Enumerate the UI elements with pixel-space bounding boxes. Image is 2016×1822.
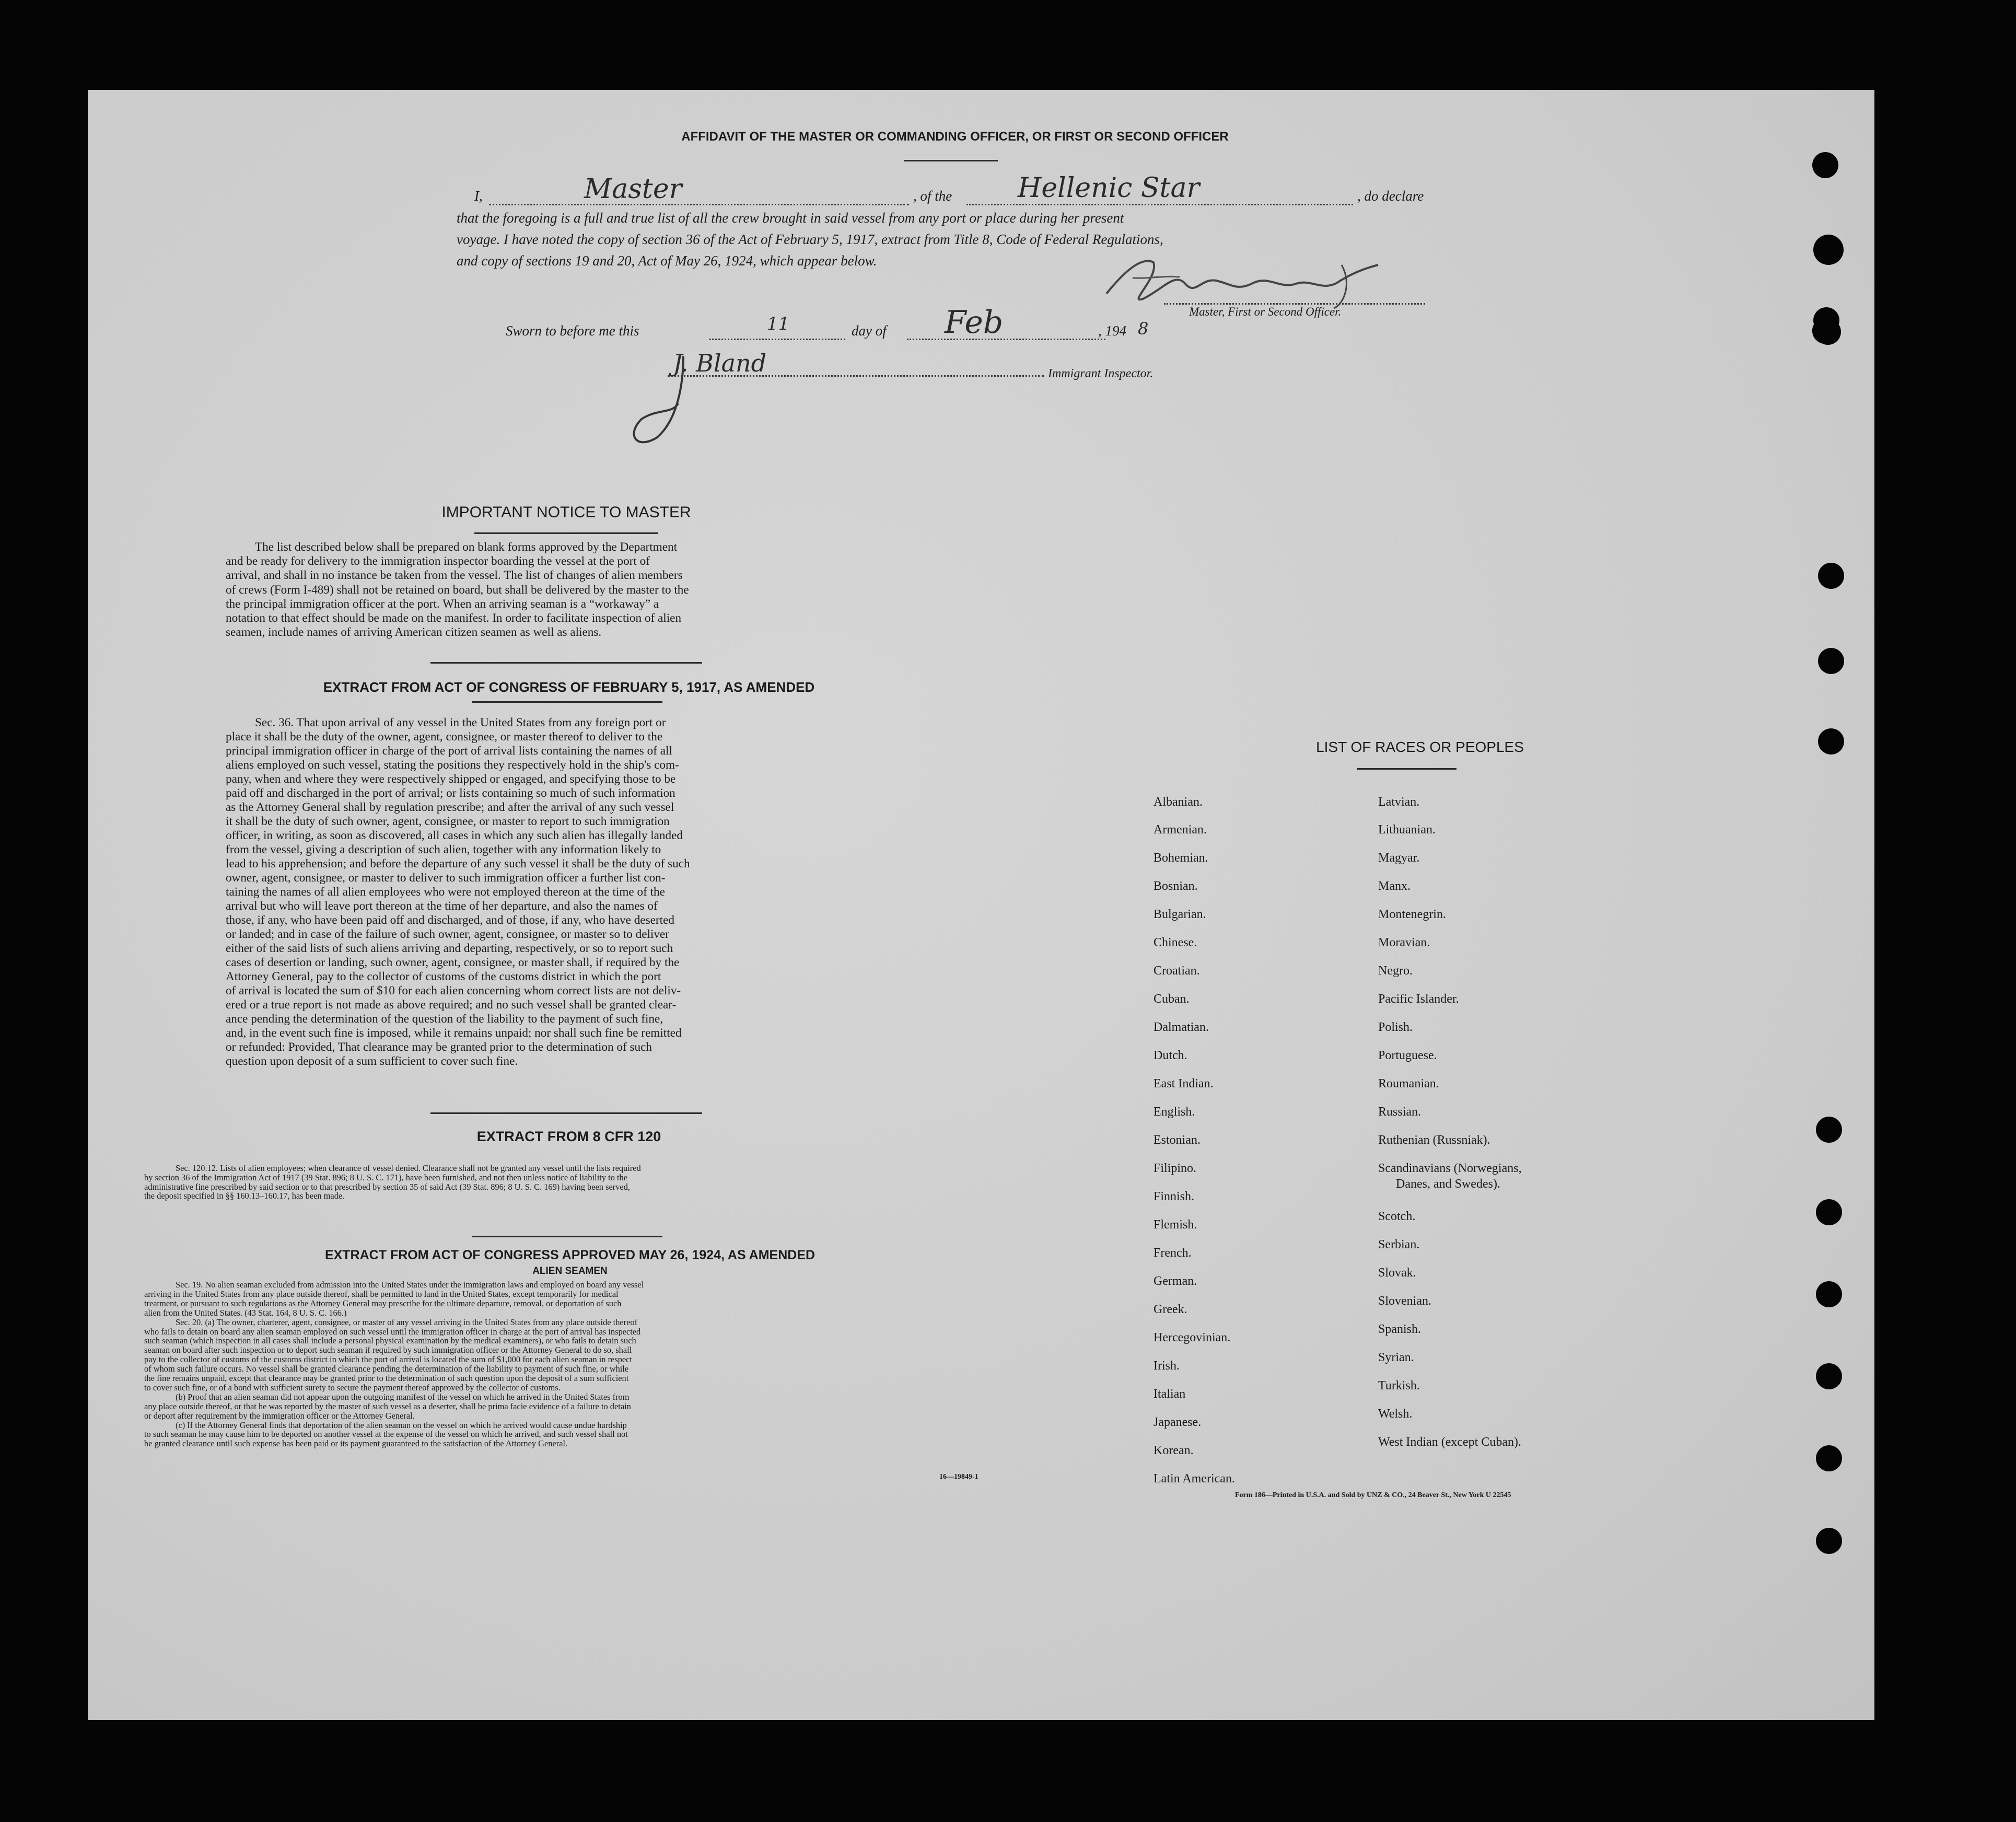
inspector-blank: [668, 375, 1044, 377]
text-line: ance pending the determination of the question of the liability to the payment of such fine,: [226, 1012, 663, 1026]
race-item: Syrian.: [1378, 1351, 1414, 1364]
form-number: 16—19849-1: [939, 1473, 978, 1481]
declaration-line: and copy of sections 19 and 20, Act of May 26, 1924, which appear below.: [457, 253, 877, 269]
text-line: as the Attorney General shall by regulation prescribe; and after the arrival of any such vessel: [226, 800, 674, 814]
race-item: Moravian.: [1378, 936, 1430, 949]
text-line: administrative fine prescribed by said section or to that prescribed by section 35 of said Act (39 Stat. 896; 8 U. S. C. 169) having been served,: [144, 1182, 630, 1192]
divider: [1357, 768, 1456, 770]
text-line: and, in the event such fine is imposed, while it remains unpaid; nor shall such fine be remitted: [226, 1026, 682, 1040]
text-line: seaman on board after such inspection or to deport such seaman if required by such immigration officer or the Attorney General to do so, shall: [144, 1345, 632, 1355]
race-item: Slovenian.: [1378, 1294, 1431, 1308]
text-line: any place outside thereof, or that he was reported by the master of such vessel as a deserter, shall be prima facie evidence of a failure to detain: [144, 1401, 631, 1411]
binder-hole: [1818, 728, 1844, 755]
day-blank: [709, 339, 845, 340]
race-item: Portuguese.: [1378, 1049, 1437, 1062]
text-line: paid off and discharged in the port of arrival; or lists containing so much of such information: [226, 786, 675, 800]
race-item: Armenian.: [1153, 823, 1207, 837]
race-item: Korean.: [1153, 1444, 1194, 1457]
text-line: (b) Proof that an alien seaman did not appear upon the outgoing manifest of the vessel on which he arrived in the United States from: [176, 1392, 630, 1402]
text-line: seamen, include names of arriving American citizen seamen as well as aliens.: [226, 625, 602, 640]
text-line: Attorney General, pay to the collector of customs of the customs district in which the port: [226, 970, 661, 983]
divider: [904, 160, 998, 161]
binder-hole: [1816, 1445, 1842, 1471]
sworn-year: , 194: [1098, 323, 1126, 339]
divider: [472, 1236, 662, 1237]
text-line: either of the said lists of such aliens arriving and departing, respectively, or so to report such: [226, 942, 673, 955]
binder-hole: [1812, 152, 1838, 178]
text-line: cases of desertion or landing, such owner, agent, consignee, or master shall, if required by the: [226, 956, 680, 969]
vessel-blank: [966, 204, 1353, 205]
month-blank: [907, 339, 1105, 340]
race-item: Latvian.: [1378, 795, 1420, 809]
binder-hole: [1818, 563, 1844, 589]
race-item: German.: [1153, 1274, 1197, 1288]
text-line: of crews (Form I-489) shall not be retained on board, but shall be delivered by the master to the: [226, 583, 689, 597]
text-line: the deposit specified in §§ 160.13–160.17, has been made.: [144, 1191, 345, 1201]
text-line: notation to that effect should be made on the manifest. In order to facilitate inspection of alien: [226, 611, 682, 625]
race-item: Magyar.: [1378, 851, 1420, 865]
declaration-of: , of the: [913, 188, 952, 204]
race-item: Slovak.: [1378, 1266, 1416, 1280]
race-item: Italian: [1153, 1387, 1186, 1401]
race-item: Dalmatian.: [1153, 1020, 1209, 1034]
text-line: Sec. 20. (a) The owner, charterer, agent, consignee, or master of any vessel arriving in the United States from any place outside thereof: [176, 1317, 638, 1327]
binder-hole: [1816, 1528, 1842, 1554]
sworn-prefix: Sworn to before me this: [506, 323, 639, 339]
text-line: pany, when and where they were respectively shipped or engaged, and specifying those to be: [226, 772, 676, 786]
race-item: Cuban.: [1153, 992, 1190, 1006]
race-item: Estonian.: [1153, 1133, 1201, 1147]
inspector-caption: Immigrant Inspector.: [1048, 367, 1153, 380]
divider: [472, 701, 662, 703]
inspector-flourish: [626, 351, 709, 450]
race-item: East Indian.: [1153, 1077, 1214, 1090]
race-item: Latin American.: [1153, 1472, 1235, 1486]
text-line: treatment, or pursuant to such regulations as the Attorney General may prescribe for the ultimate departure, removal, or deportation of such: [144, 1298, 622, 1308]
race-item: Albanian.: [1153, 795, 1203, 809]
text-line: taining the names of all alien employees who were not employed thereon at the time of the: [226, 885, 665, 899]
binder-hole: [1813, 235, 1844, 265]
binder-hole: [1816, 1199, 1842, 1225]
race-item: Montenegrin.: [1378, 908, 1446, 921]
race-item: Roumanian.: [1378, 1077, 1439, 1090]
race-item: Hercegovinian.: [1153, 1331, 1231, 1344]
text-line: Sec. 120.12. Lists of alien employees; when clearance of vessel denied. Clearance shall not be granted any vessel until the lists required: [176, 1164, 641, 1173]
text-line: Sec. 19. No alien seaman excluded from admission into the United States under the immigration laws and employed on board any vessel: [176, 1280, 644, 1290]
text-line: to cover such fine, or of a bond with sufficient surety to secure the payment thereof approved by the collector of customs.: [144, 1383, 561, 1392]
binder-hole: [1816, 1117, 1842, 1143]
text-line: by section 36 of the Immigration Act of 1917 (39 Stat. 896; 8 U. S. C. 171), have been furnished, and not then unless notice of liability to the: [144, 1173, 628, 1182]
text-line: and be ready for delivery to the immigration inspector boarding the vessel at the port of: [226, 554, 650, 568]
text-line: lead to his apprehension; and before the departure of any such vessel it shall be the duty of such: [226, 857, 690, 871]
declaration-suffix: , do declare: [1357, 188, 1424, 204]
race-item: Scandinavians (Norwegians,: [1378, 1162, 1522, 1175]
race-item: Negro.: [1378, 964, 1413, 978]
text-line: be granted clearance until such expense has been paid or its payment guaranteed to the satisfaction of the Attorney General.: [144, 1439, 568, 1448]
text-line: of whom such failure occurs. No vessel shall be granted clearance pending the determination of the liability to payment of such fine, or while: [144, 1364, 629, 1374]
race-item: West Indian (except Cuban).: [1378, 1435, 1521, 1449]
text-line: (c) If the Attorney General finds that deportation of the alien seaman on the vessel on which he arrived would cause undue hardship: [176, 1420, 627, 1430]
text-line: alien from the United States. (43 Stat. 164, 8 U. S. C. 166.): [144, 1308, 347, 1318]
race-item: Polish.: [1378, 1020, 1413, 1034]
signature-blank: [1164, 303, 1425, 305]
divider: [430, 1112, 702, 1114]
text-line: The list described below shall be prepared on blank forms approved by the Department: [255, 540, 678, 554]
affidavit-title: AFFIDAVIT OF THE MASTER OR COMMANDING OFFICER, OR FIRST OR SECOND OFFICER: [681, 130, 1229, 144]
declaration-line: voyage. I have noted the copy of section 36 of the Act of February 5, 1917, extract from Title 8, Code of Federal Regulations,: [457, 231, 1163, 247]
race-item: Irish.: [1153, 1359, 1180, 1373]
text-line: officer, in writing, as soon as discovered, all cases in which any such alien has illegally landed: [226, 829, 683, 842]
binder-hole: [1813, 307, 1839, 333]
text-line: from the vessel, giving a description of such alien, together with any information likely to: [226, 843, 661, 856]
race-item: Croatian.: [1153, 964, 1200, 978]
race-item: Bosnian.: [1153, 879, 1198, 893]
divider: [474, 532, 658, 534]
binder-hole: [1816, 1363, 1842, 1389]
race-item: English.: [1153, 1105, 1195, 1119]
text-line: owner, agent, consignee, or master to deliver to such immigration officer a further list con-: [226, 871, 666, 885]
race-item: Manx.: [1378, 879, 1411, 893]
handwritten-day: 11: [767, 314, 790, 334]
text-line: or landed; and in case of the failure of such owner, agent, consignee, or master so to deliver: [226, 927, 669, 941]
race-item: Welsh.: [1378, 1407, 1413, 1421]
race-item: Filipino.: [1153, 1162, 1197, 1175]
divider: [430, 662, 702, 664]
name-blank: [489, 204, 909, 205]
race-item: French.: [1153, 1246, 1192, 1260]
handwritten-name: Master: [584, 173, 682, 205]
declaration-line: that the foregoing is a full and true list of all the crew brought in said vessel from any port or place during her present: [457, 210, 1124, 226]
sworn-dayof: day of: [852, 323, 887, 339]
text-line: of arrival is located the sum of $10 for each alien concerning whom correct lists are not deliv-: [226, 984, 681, 997]
race-item: Russian.: [1378, 1105, 1421, 1119]
text-line: the fine remains unpaid, except that clearance may be granted prior to the determination of such question upon the deposit of a sum sufficient: [144, 1374, 629, 1383]
handwritten-vessel: Hellenic Star: [1018, 172, 1200, 204]
text-line: to such seaman he may cause him to be deported on another vessel at the expense of the vessel on which he arrived, and such vessel shall not: [144, 1430, 628, 1439]
notice-title: IMPORTANT NOTICE TO MASTER: [441, 504, 691, 521]
race-item: Lithuanian.: [1378, 823, 1436, 837]
text-line: it shall be the duty of such owner, agent, consignee, or master to report to such immigration: [226, 815, 670, 828]
race-item: Finnish.: [1153, 1190, 1195, 1203]
declaration-prefix: I,: [474, 188, 483, 204]
text-line: the principal immigration officer at the port. When an arriving seaman is a “workaway” a: [226, 597, 659, 611]
race-item: Ruthenian (Russniak).: [1378, 1133, 1490, 1147]
race-item: Scotch.: [1378, 1210, 1416, 1223]
binder-hole: [1816, 1281, 1842, 1307]
race-item: Serbian.: [1378, 1238, 1420, 1251]
text-line: arrival, and shall in no instance be taken from the vessel. The list of changes of alien members: [226, 568, 683, 583]
inspector-signature: J. Bland: [673, 349, 767, 377]
race-item: Flemish.: [1153, 1218, 1197, 1232]
text-line: pay to the collector of customs of the customs district in which the port of arrival is located the sum of $1,000 for each alien seaman in respect: [144, 1355, 632, 1364]
extract-1924-subtitle: ALIEN SEAMEN: [532, 1266, 608, 1276]
text-line: those, if any, who have been paid off and discharged, and of those, if any, who have deserted: [226, 913, 674, 927]
text-line: aliens employed on such vessel, stating the positions they respectively hold in the ship's com-: [226, 758, 679, 772]
text-line: arriving in the United States from any place outside thereof, shall be permitted to land in the United States, except temporarily for medical: [144, 1289, 619, 1299]
binder-hole: [1818, 648, 1844, 674]
extract-1924-title: EXTRACT FROM ACT OF CONGRESS APPROVED MAY 26, 1924, AS AMENDED: [324, 1248, 815, 1262]
text-line: who fails to detain on board any alien seaman employed on such vessel until the immigration officer in charge at the port of arrival has inspected: [144, 1327, 641, 1337]
text-line: Sec. 36. That upon arrival of any vessel in the United States from any foreign port or: [255, 716, 666, 729]
races-title: LIST OF RACES OR PEOPLES: [1316, 739, 1524, 755]
form-footer: Form 186—Printed in U.S.A. and Sold by UNZ & CO., 24 Beaver St., New York U 22545: [1235, 1491, 1511, 1499]
text-line: principal immigration officer in charge of the port of arrival lists containing the names of all: [226, 744, 672, 758]
text-line: ered or a true report is not made as above required; and no such vessel shall be granted clear-: [226, 998, 677, 1012]
text-line: question upon deposit of a sum sufficient to cover such fine.: [226, 1054, 518, 1068]
text-line: place it shall be the duty of the owner, agent, consignee, or master thereof to deliver to the: [226, 730, 663, 744]
text-line: or deport after requirement by the immigration officer or the Attorney General.: [144, 1411, 415, 1421]
race-item: Danes, and Swedes).: [1396, 1177, 1500, 1191]
handwritten-year-digit: 8: [1138, 319, 1149, 339]
extract-1917-title: EXTRACT FROM ACT OF CONGRESS OF FEBRUARY 5, 1917, AS AMENDED: [323, 679, 815, 695]
race-item: Spanish.: [1378, 1322, 1421, 1336]
cfr-title: EXTRACT FROM 8 CFR 120: [476, 1129, 661, 1144]
race-item: Greek.: [1153, 1303, 1187, 1316]
race-item: Chinese.: [1153, 936, 1197, 949]
text-line: or refunded: Provided, That clearance may be granted prior to the determination of such: [226, 1040, 652, 1054]
handwritten-month: Feb: [945, 304, 1004, 341]
race-item: Pacific Islander.: [1378, 992, 1459, 1006]
race-item: Bulgarian.: [1153, 908, 1206, 921]
text-line: arrival but who will leave port thereon at the time of her departure, and also the names of: [226, 899, 658, 913]
race-item: Turkish.: [1378, 1379, 1420, 1392]
race-item: Dutch.: [1153, 1049, 1187, 1062]
signature-caption: Master, First or Second Officer.: [1189, 305, 1342, 318]
race-item: Bohemian.: [1153, 851, 1208, 865]
text-line: such seaman (which inspection in all cases shall include a personal physical examination by the medical examiners), or who fails to detain such: [144, 1336, 636, 1345]
document-page: [88, 90, 1874, 1720]
race-item: Japanese.: [1153, 1415, 1202, 1429]
